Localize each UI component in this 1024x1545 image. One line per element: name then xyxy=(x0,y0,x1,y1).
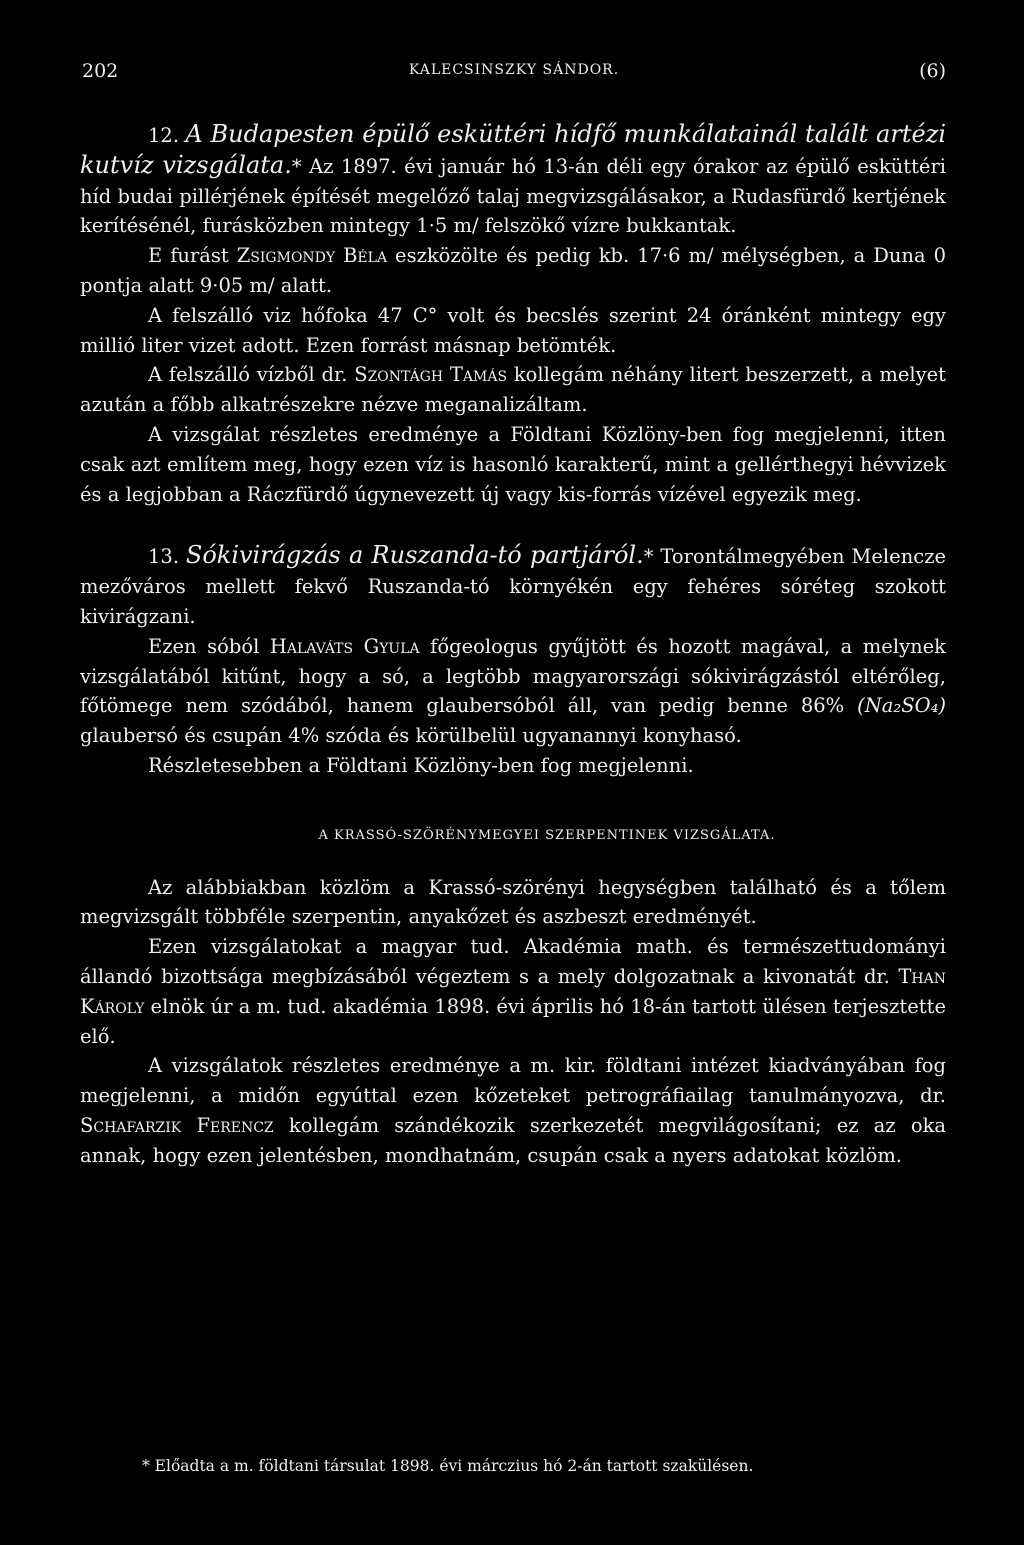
running-head-section: (6) xyxy=(919,60,946,82)
section-heading: A KRASSÓ-SZÖRÉNYMEGYEI SZERPENTINEK VIZSGÁLATA. xyxy=(318,827,776,843)
text-run: A felszálló vízből dr. xyxy=(148,363,348,387)
paragraph: Részletesebben a Földtani Közlöny-ben fog megjelenni. xyxy=(148,753,694,777)
footnote: * Előadta a m. földtani társulat 1898. évi márczius hó 2-án tartott szakülésen. xyxy=(142,1457,754,1475)
text-run: elnök úr a m. tud. akadémia 1898. évi április hó 18-án tartott ülésen terjesztette elő. xyxy=(80,994,947,1048)
person-name: Zsigmondy Béla xyxy=(236,244,388,268)
section-13-first-paragraph xyxy=(80,541,946,631)
text-run: glaubersó és csupán 4% szóda és körülbelül ugyanannyi konyhasó. xyxy=(80,724,742,748)
paragraph xyxy=(80,1051,946,1170)
footnote-marker: * xyxy=(643,545,654,569)
person-name: Than Károly xyxy=(80,964,946,1018)
section-gap xyxy=(80,781,946,821)
section-12-text: Az 1897. évi január hó 13-án déli egy órakor az épülő esküttéri híd budai pillérjének építését megelőző talaj megvizsgálásakor, a Rudasfürdő kertjének kerítésénél, furásközben mintegy 1·5 m/ felszökő vízre bukkantak. xyxy=(80,154,947,238)
text-run: A vizsgálatok részletes eredménye a m. kir. földtani intézet kiadványában fog megjelenni, a midőn egyúttal ezen kőzeteket petrográfiailag tanulmányozva, dr. xyxy=(80,1054,946,1108)
paragraph xyxy=(80,241,946,301)
text-run: kollegám szándékozik szerkezetét megvilágosítani; ez az oka annak, hogy ezen jelentésben, mondhatnám, csupán csak a nyers adatokat közlöm. xyxy=(80,1113,947,1167)
paragraph xyxy=(80,932,946,1051)
text-run: E furást xyxy=(148,244,229,268)
section-12-first-paragraph xyxy=(80,120,946,241)
paragraph: Az alábbiakban közlöm a Krassó-szörényi hegységben található és a tőlem megvizsgált többféle szerpentin, anyakőzet és aszbeszt eredményét. xyxy=(80,875,946,929)
heading-gap xyxy=(80,851,946,873)
paragraph: A vizsgálat részletes eredménye a Földtani Közlöny-ben fog megjelenni, itten csak azt említem meg, hogy ezen víz is hasonló karakterű, mint a gellérthegyi hévvizek és a legjobban a Ráczfürdő úgynevezett új vagy kis-forrás vízével egyezik meg. xyxy=(80,422,946,506)
person-name: Szontágh Tamás xyxy=(354,363,508,387)
person-name: Schafarzik Ferencz xyxy=(80,1113,274,1137)
section-12-number: 12. xyxy=(148,124,180,147)
text-run: kollegám néhány litert beszerzett, a melyet azután a főbb alkatrészekre nézve meganalizáltam. xyxy=(80,363,946,417)
page-number: 202 xyxy=(82,60,119,82)
paragraph xyxy=(80,360,946,420)
person-name: Halaváts Gyula xyxy=(269,634,420,658)
footnote-marker: * xyxy=(291,154,302,178)
text-run: Ezen sóból xyxy=(148,634,260,658)
section-12-title: A Budapesten épülő esküttéri hídfő munkálatainál talált artézi kutvíz vizsgálata. xyxy=(80,120,947,179)
body-text xyxy=(80,120,946,1171)
section-gap xyxy=(80,509,946,541)
text-run: Ezen vizsgálatokat a magyar tud. Akadémia math. és természettudományi állandó bizottsága megbízásából végeztem s a mely dolgozatnak a kivonatát dr. xyxy=(80,935,946,988)
running-head xyxy=(82,60,946,86)
paragraph xyxy=(80,632,946,751)
section-13-title: Sókivirágzás a Ruszanda-tó partjáról. xyxy=(185,541,644,570)
chemical-formula: (Na₂SO₄) xyxy=(857,694,946,718)
paragraph: A felszálló viz hőfoka 47 C° volt és becslés szerint 24 óránként mintegy egy millió liter vizet adott. Ezen forrást másnap betömték. xyxy=(80,303,946,357)
running-head-author: KALECSINSZKY SÁNDOR. xyxy=(408,62,620,78)
text-run: eszközölte és pedig kb. 17·6 m/ mélységben, a Duna 0 pontja alatt 9·05 m/ alatt. xyxy=(80,244,946,297)
section-13-text: Torontálmegyében Melencze mezőváros mellett fekvő Ruszanda-tó környékén egy fehéres sóréteg szokott kivirágzani. xyxy=(80,545,947,628)
section-13-number: 13. xyxy=(148,545,180,569)
text-run: főgeologus gyűjtött és hozott magával, a melynek vizsgálatából kitűnt, hogy a só, a legtöbb magyarországi sókivirágzástól eltérőleg, főtömege nem szódából, hanem glaubersóból áll, van pedig benne 86% xyxy=(80,634,947,718)
